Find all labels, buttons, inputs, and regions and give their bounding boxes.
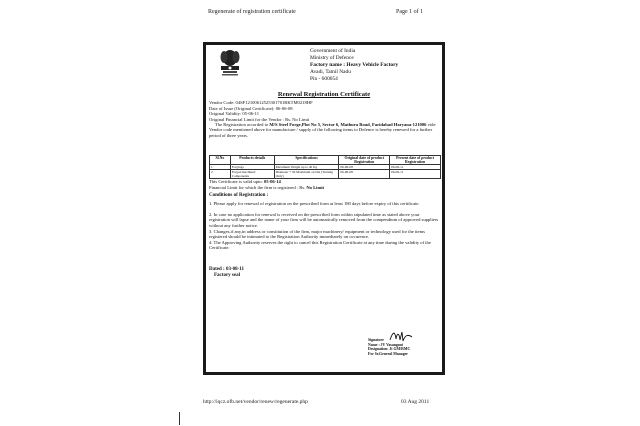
cell: 1 xyxy=(210,165,231,170)
certificate-title: Renewal Registration Certificate xyxy=(277,91,371,98)
factory-seal: Factory seal xyxy=(214,273,240,278)
registered-limit-label: Financial Limit for which the firm is registered : Rs. xyxy=(209,184,307,190)
col-slno: Sl.No xyxy=(210,156,231,165)
intro-text-end: vide Vendor code mentioned above for manufacture / supply of the following items to Defence is hereby renewed for a further period of three years. xyxy=(209,122,436,138)
factory-name: Factory name : Heavy Vehicle Factory xyxy=(310,62,399,68)
cell: 06-06-08 xyxy=(339,170,390,179)
location-line: Avadi, Tamil Nadu xyxy=(310,69,351,75)
gov-line: Government of India xyxy=(310,48,356,54)
date-of-issue: Date of Issue (Original Certificate): 06-06-08 xyxy=(209,105,293,111)
browser-page-title: Regenerate of registration certificate xyxy=(208,9,296,15)
conditions-heading: Conditions of Registration : xyxy=(209,193,269,198)
table-header-row xyxy=(210,156,441,165)
valid-upto-date: 05-06-14 xyxy=(264,179,281,184)
col-original-date: Original date of product Registration xyxy=(339,156,390,165)
intro-text: The Registration accorded to xyxy=(215,122,270,127)
signatory-for: For Sr.General Manager xyxy=(368,351,408,356)
condition-4: 4. The Approving Authority reserves the right to cancel this Registration Certificate at any time during the validity of the Certificate. xyxy=(209,239,431,250)
national-emblem-icon xyxy=(218,48,242,78)
certificate-frame xyxy=(203,42,445,375)
ministry-line: Ministry of Defence xyxy=(310,55,354,61)
pin-line: Pin - 600054 xyxy=(310,76,338,82)
signatory-name: Name : JV Vasangani xyxy=(368,342,403,347)
registered-limit xyxy=(209,185,441,190)
renewal-statement xyxy=(209,122,441,138)
page-number: Page 1 of 1 xyxy=(396,9,424,15)
cell: Forged machined Components xyxy=(230,170,274,179)
col-product: Products details xyxy=(230,156,274,165)
col-spec: Specifications xyxy=(274,156,339,165)
print-date: 03 Aug 2011 xyxy=(401,399,430,405)
cell: Forgings xyxy=(230,165,274,170)
original-validity: Original Validity: 05-06-11 xyxy=(209,111,260,116)
cell: Maximum Weight up to 40 Kg xyxy=(274,165,339,170)
cell: Diameter + 30 Maximum on Dia (Turning Only) xyxy=(274,170,339,179)
condition-1: 1. Please apply for renewal of registration on the prescribed form at least 180 days before expiry of this certificate. xyxy=(209,201,420,206)
dated: Dated : 03-08-11 xyxy=(209,267,244,272)
col-present-date: Present date of product Registration xyxy=(390,156,441,165)
registered-limit-value: No Limit xyxy=(306,184,325,190)
cell: 06-06-08 xyxy=(339,165,390,170)
vendor-name: M/S Steel Forge,Plot No 5, Sector 6, Mathura Road, Faridabad Haryana-121006 xyxy=(269,122,427,127)
page-url: http://iqcz.ofb.net/vendor/renew/regenerate.php xyxy=(203,399,308,405)
cell: 06-06-11 xyxy=(390,170,441,179)
cell: 2 xyxy=(210,170,231,179)
table-row xyxy=(210,170,441,179)
items-table xyxy=(209,155,441,179)
signatory-designation: Designation: Jt GM/RMC xyxy=(368,347,411,352)
signature-label: Signature xyxy=(368,338,384,342)
organization-header xyxy=(310,48,398,83)
cursor-mark xyxy=(179,412,180,425)
vendor-code: Vendor Code: 04SF12100612525301701RKTM0218HF xyxy=(209,100,313,105)
cell: 06-06-11 xyxy=(390,165,441,170)
original-financial-limit: Original Financial Limit for the Vendor : Rs. No Limit xyxy=(209,116,310,122)
condition-2: 2. In case no application for renewal is received on the prescribed form within stipulated time as stated above your registration will lapse and the name of your firm will be automatically removed from the compendium of approved suppliers without any further notice. xyxy=(209,212,439,228)
signature-block xyxy=(368,338,410,356)
condition-3: 3. Changes,if any,in address or constitution of the firm, major machinery/ equipment or technology used for the items registered should be intimated to the Registration Authority immediately on occurence. xyxy=(209,228,425,239)
valid-upto-label: This Certificate is valid upto: xyxy=(209,179,264,184)
